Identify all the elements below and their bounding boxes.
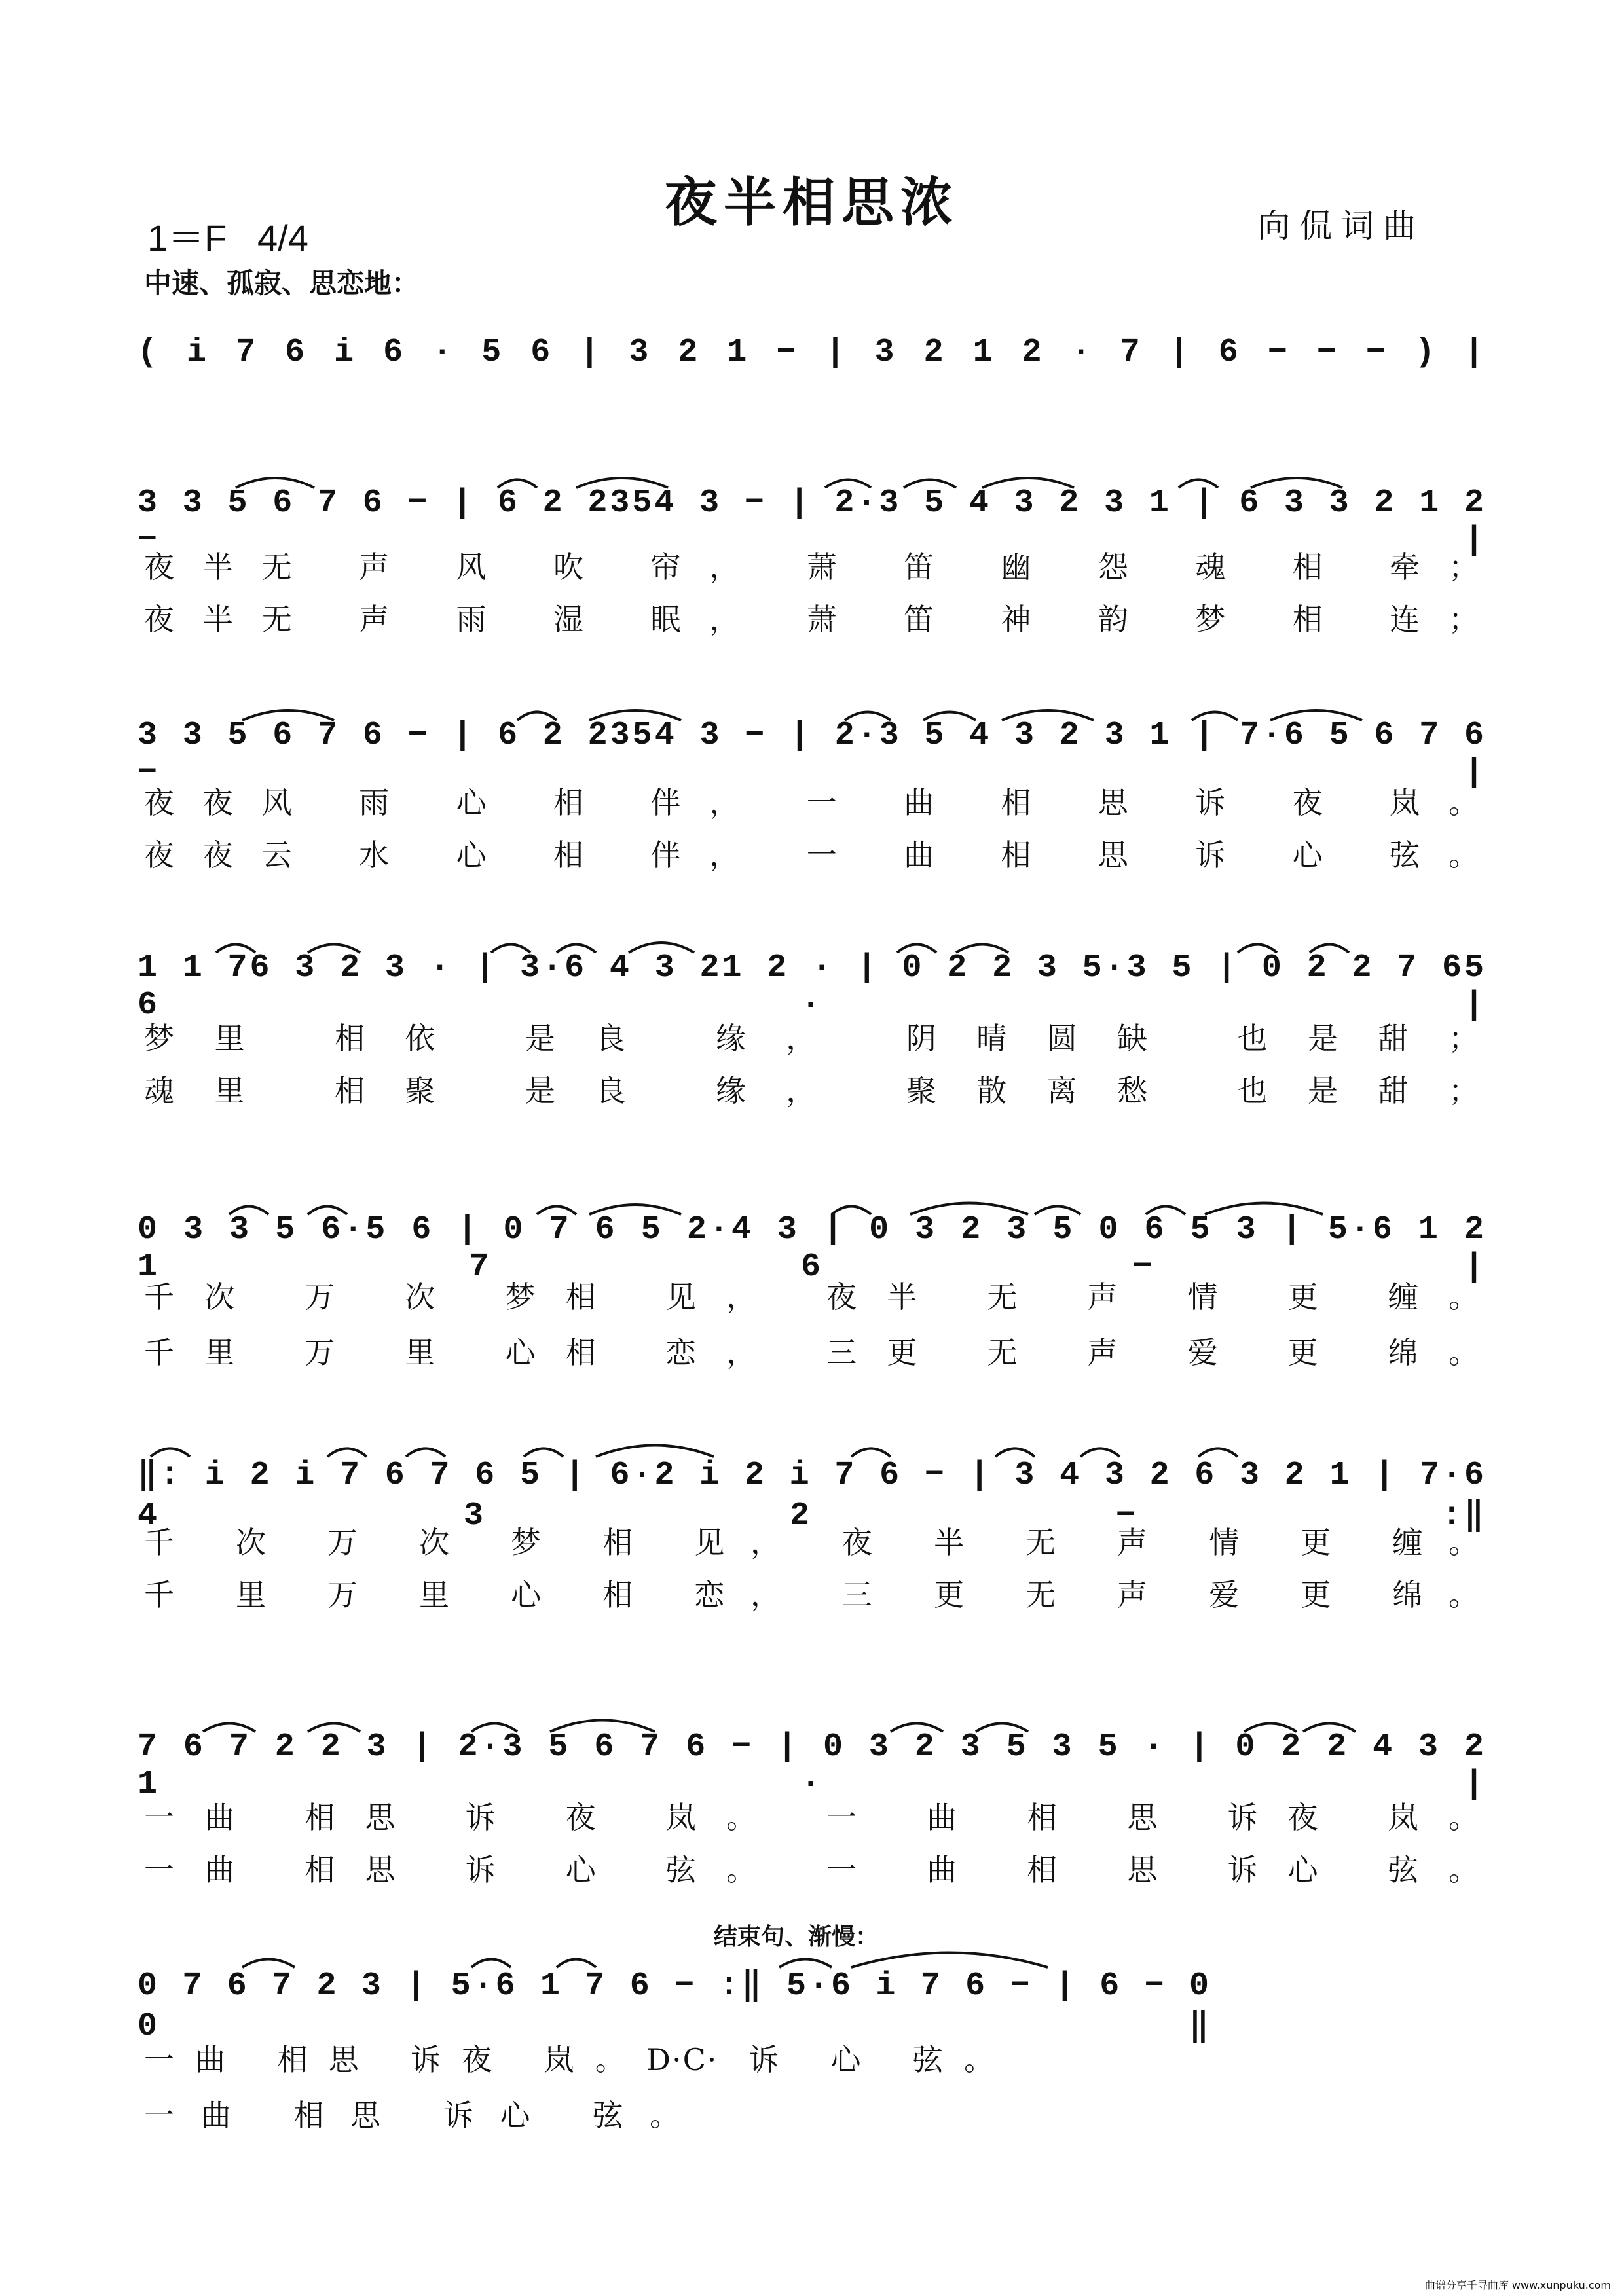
lyric-row-2-verse-1: 夜半无 声 风 吹 帘， 萧 笛 幽 怨 魂 相 牵；	[144, 549, 1480, 585]
lyric-row-5-verse-1: 千次 万 次 梦相 见， 夜半 无 声 情 更 缠。	[144, 1279, 1480, 1315]
lyric-row-4-verse-1: 梦里 相依 是良 缘， 阴晴圆缺 也是甜；	[144, 1021, 1480, 1056]
tempo-marking: 中速、孤寂、思恋地：	[144, 267, 420, 299]
page-title: 夜半相思浓	[665, 172, 959, 233]
key-signature: 1＝F 4/4	[147, 217, 308, 259]
ending-label: 结束句、渐慢：	[714, 1923, 879, 1950]
lyric-row-6-verse-2: 千 里 万 里 心 相 恋， 三 更 无 声 爱 更 绵。	[144, 1577, 1480, 1613]
lyric-row-5-verse-2: 千里 万 里 心相 恋， 三更 无 声 爱 更 绵。	[144, 1335, 1480, 1370]
lyric-row-4-verse-2: 魂里 相聚 是良 缘， 聚散离愁 也是甜；	[144, 1073, 1480, 1108]
notes-row-2: 3 3 5 6 7 6 − | 6 2 2354 3 − | 2·3 5 4 3 2 3 1 | 6 3 3 2 1 2 − |	[138, 484, 1486, 559]
lyric-row-8-verse-2: 一曲 相思 诉心 弦。	[144, 2098, 681, 2133]
notes-row-1: ( i 7 6 i 6 · 5 6 | 3 2 1 − | 3 2 1 2 · 7 | 6 − − − ) |	[138, 334, 1486, 371]
lyric-row-3-verse-1: 夜夜风 雨 心 相 伴， 一 曲 相 思 诉 夜 岚。	[144, 785, 1480, 820]
lyric-row-3-verse-2: 夜夜云 水 心 相 伴， 一 曲 相 思 诉 心 弦。	[144, 837, 1480, 873]
notes-row-8: 0 7 6 7 2 3 | 5·6 1 7 6 − :‖ 5·6 i 7 6 − | 6 − 0 0 ‖	[138, 1967, 1211, 2045]
notes-row-4: 1 1 76 3 2 3 · | 3·6 4 3 21 2 · | 0 2 2 3 5·3 5 | 0 2 2 7 65 6 · |	[138, 949, 1486, 1024]
author-credit: 向侃词曲	[1257, 207, 1425, 245]
lyric-row-8-verse-1: 一曲 相思 诉夜 岚。D·C· 诉 心 弦。	[144, 2042, 995, 2077]
notes-row-5: 0 3 3 5 6·5 6 | 0 7 6 5 2·4 3 | 0 3 2 3 5 0 6 5 3 | 5·6 1 2 1 7 6 − |	[138, 1211, 1486, 1286]
lyric-row-7-verse-2: 一曲 相思 诉 心 弦。 一 曲 相 思 诉心 弦。	[144, 1852, 1480, 1887]
lyric-row-7-verse-1: 一曲 相思 诉 夜 岚。 一 曲 相 思 诉夜 岚。	[144, 1800, 1480, 1835]
notes-row-3: 3 3 5 6 7 6 − | 6 2 2354 3 − | 2·3 5 4 3 2 3 1 | 7·6 5 6 7 6 − |	[138, 717, 1486, 792]
lyric-row-2-verse-2: 夜半无 声 雨 湿 眠， 萧 笛 神 韵 梦 相 连；	[144, 602, 1480, 637]
site-watermark: 曲谱分享千寻曲库 www.xunpuku.com	[1424, 2279, 1611, 2291]
lyric-row-6-verse-1: 千 次 万 次 梦 相 见， 夜 半 无 声 情 更 缠。	[144, 1525, 1480, 1560]
notes-row-6: ‖: i 2 i 7 6 7 6 5 | 6·2 i 2 i 7 6 − | 3 4 3 2 6 3 2 1 | 7·6 4 3 2 − :‖	[138, 1457, 1486, 1535]
notes-row-7: 7 6 7 2 2 3 | 2·3 5 6 7 6 − | 0 3 2 3 5 3 5 · | 0 2 2 4 3 2 1 · |	[138, 1728, 1486, 1803]
